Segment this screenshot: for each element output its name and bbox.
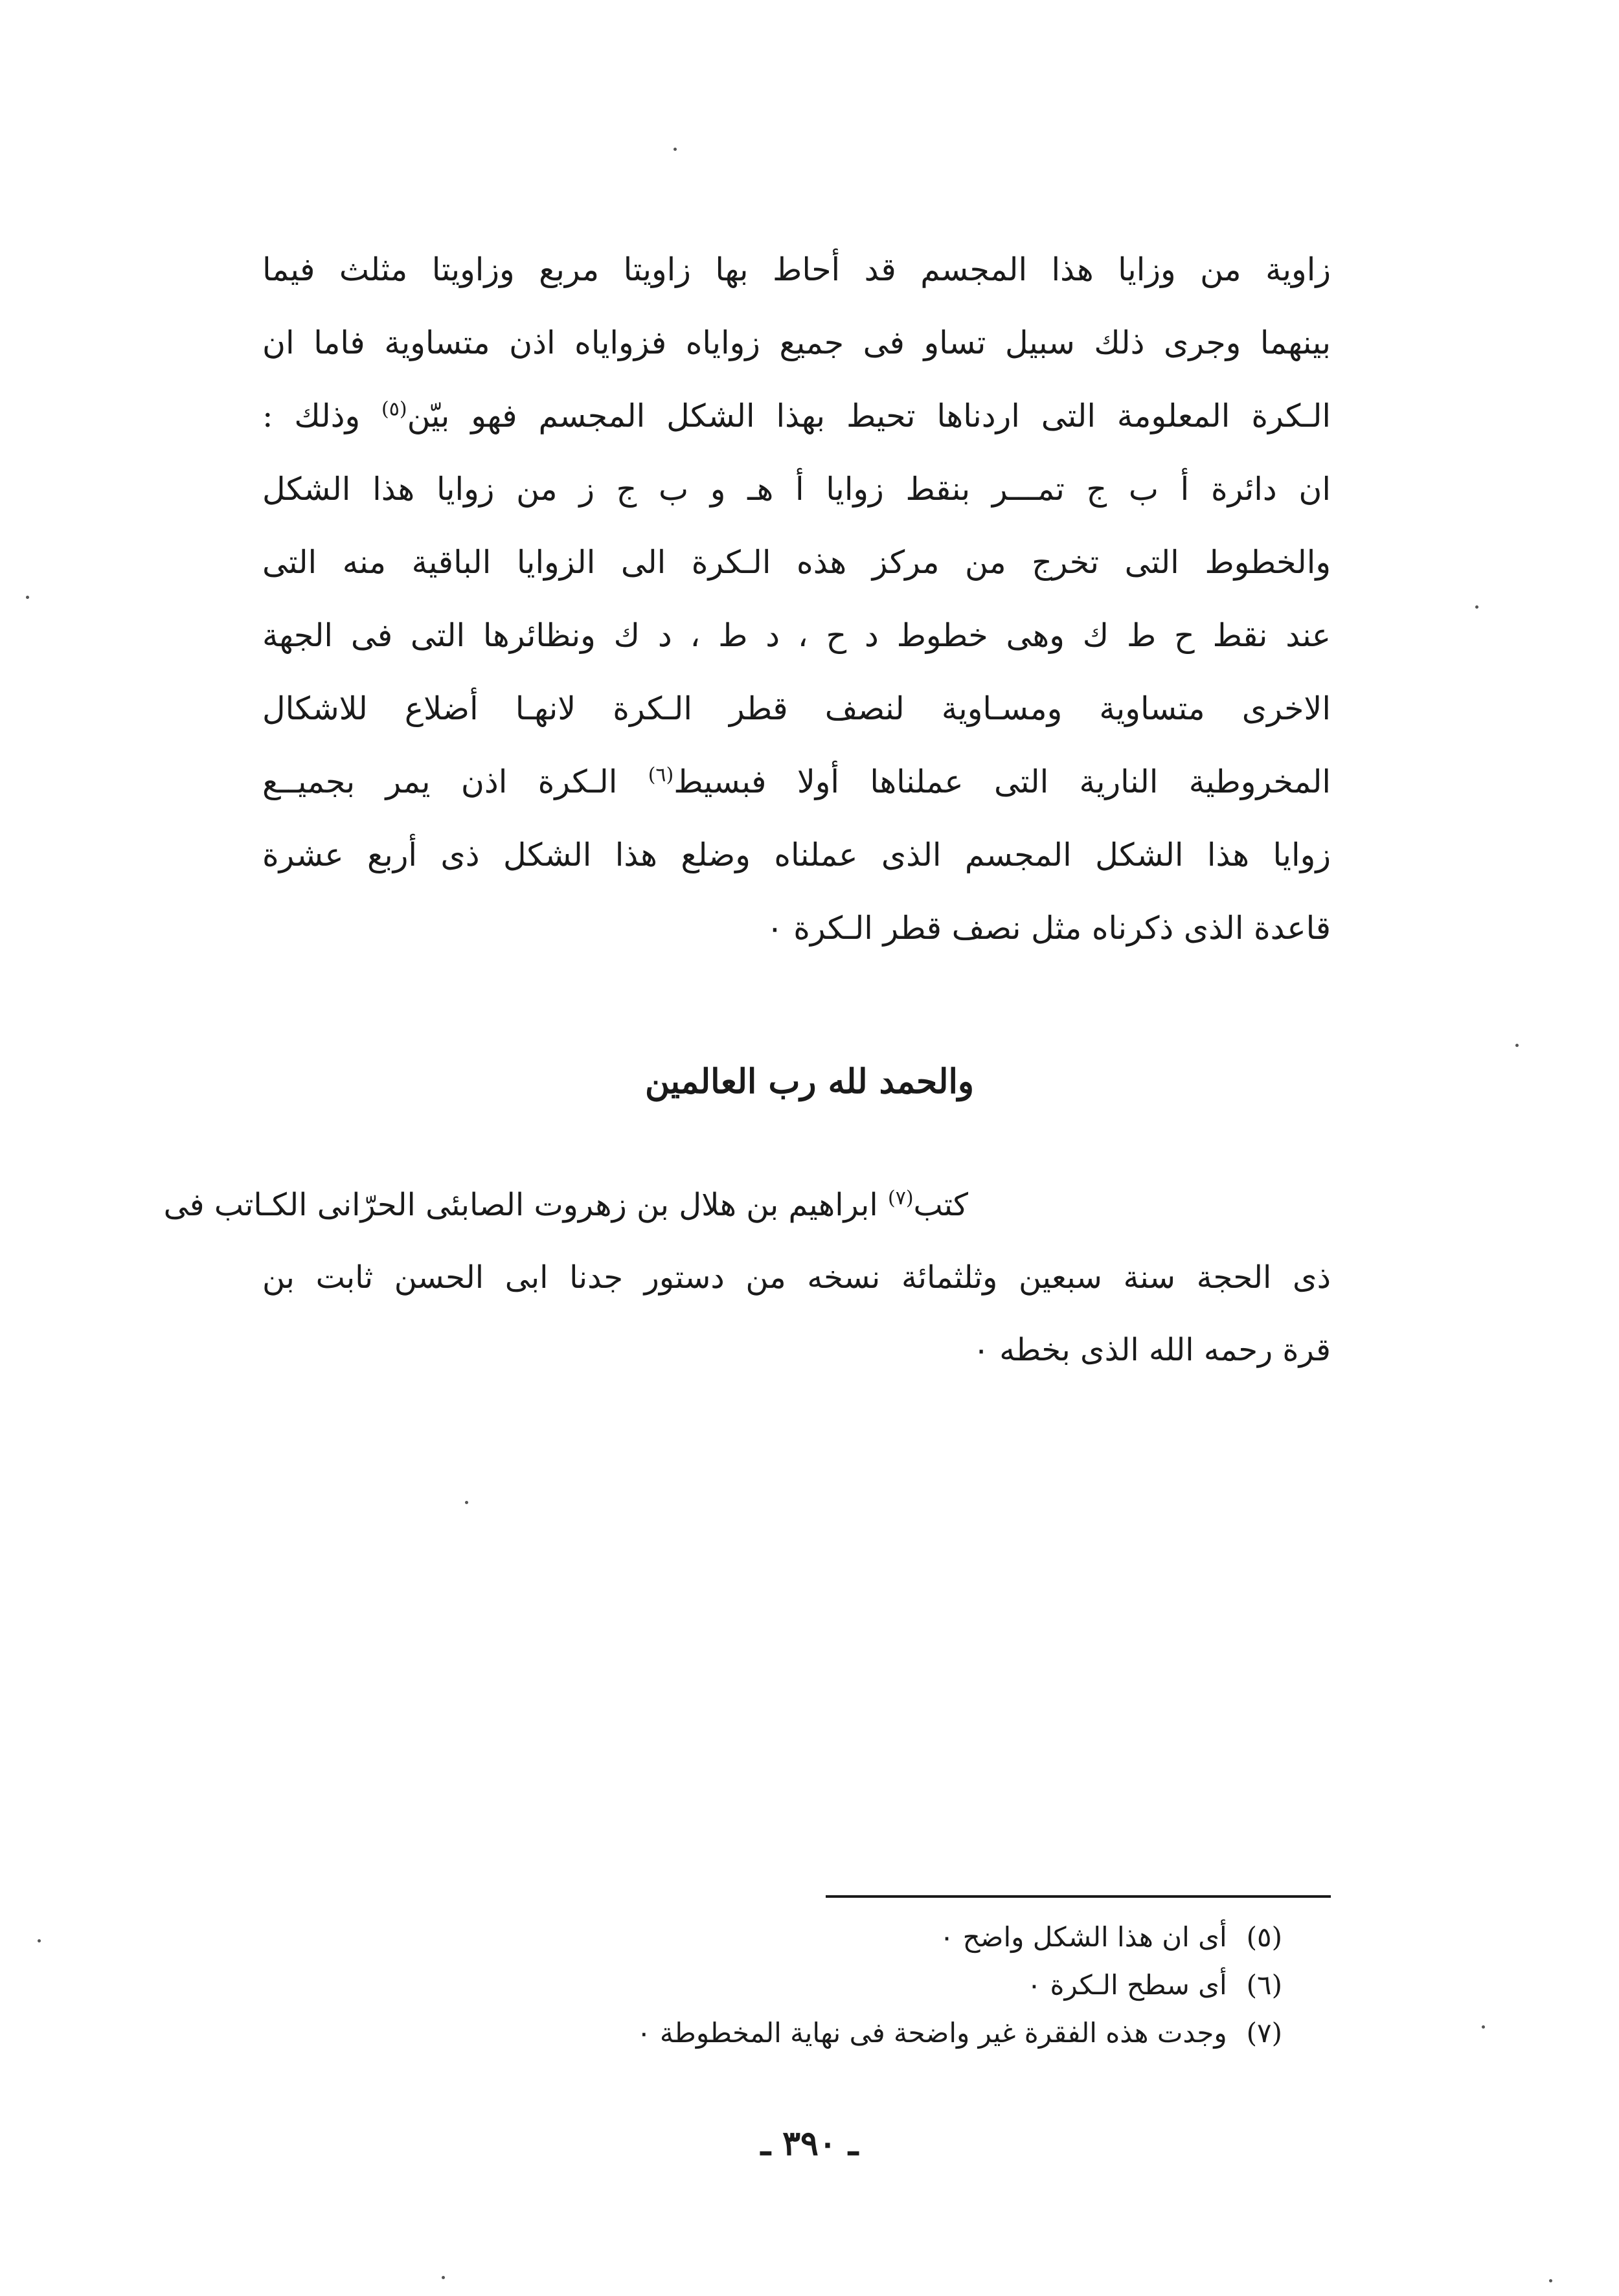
scan-speck <box>1515 1044 1519 1047</box>
footnote-number: (٦) <box>1246 1969 1282 2001</box>
footnote-6 <box>376 1961 1282 2009</box>
footnote-text: أى سطح الـكرة ٠ <box>1026 1969 1227 2001</box>
scan-speck <box>26 596 29 599</box>
colophon-line-1-head: كتب <box>913 1187 968 1223</box>
colophon-line-1 <box>163 1169 1331 1241</box>
scan-speck <box>1475 605 1478 609</box>
colophon-paragraph <box>163 1169 1331 1386</box>
closing-heading: والحمد لله رب العالمين <box>644 1062 975 1101</box>
footnote-ref-6: (٦) <box>648 763 674 787</box>
body-line-6: عند نقط ح ط ك وهى خطوط د ح ، د ط ، د ك ونظائرها التى فى الجهة <box>262 617 1331 654</box>
body-line-3-text: الـكرة المعلومة التى اردناها تحيط بهذا الشكل المجسم فهو بيّن <box>407 398 1331 434</box>
body-line-8-text: المخروطية النارية التى عملناها أولا فبسيط <box>674 763 1331 800</box>
footnote-number: (٥) <box>1246 1921 1282 1953</box>
footnote-5 <box>376 1913 1282 1961</box>
scan-speck <box>1482 2025 1485 2029</box>
colophon-line-1-tail: ابراهيم بن هلال بن زهروت الصابئى الحرّانى الكـاتب فى <box>163 1187 888 1223</box>
body-line-5: والخطوط التى تخرج من مركز هذه الـكرة الى الزوايا الباقية منه التى <box>262 544 1331 581</box>
body-line-8-tail: الـكرة اذن يمر بجميــع <box>262 763 648 800</box>
body-line-4: ان دائرة أ ب ج تمـــر بنقط زوايا أ هـ و ب ج ز من زوايا هذا الشكل <box>262 471 1331 508</box>
footnote-7 <box>376 2009 1282 2057</box>
footnote-ref-5: (٥) <box>381 398 407 421</box>
scan-speck <box>465 1501 468 1504</box>
footnote-number: (٧) <box>1246 2017 1282 2049</box>
scan-speck <box>38 1939 41 1942</box>
scan-speck <box>442 2276 445 2279</box>
body-line-8 <box>262 745 1331 818</box>
body-line-2: بينهما وجرى ذلك سبيل تساو فى جميع زواياه فزواياه اذن متساوية فاما ان <box>262 324 1331 361</box>
colophon-line-3: قرة رحمه الله الذى بخطه ٠ <box>973 1332 1331 1368</box>
body-line-9: زوايا هذا الشكل المجسم الذى عملناه وضلع هذا الشكل ذى أربع عشرة <box>262 837 1331 873</box>
page-number: ـ ٣٩٠ ـ <box>760 2124 859 2163</box>
footnote-ref-7: (٧) <box>887 1187 914 1210</box>
scan-speck <box>1549 2279 1552 2282</box>
footnotes <box>376 1913 1282 2057</box>
footnote-text: وجدت هذه الفقرة غير واضحة فى نهاية المخطوطة ٠ <box>636 2017 1227 2049</box>
footnote-text: أى ان هذا الشكل واضح ٠ <box>939 1921 1227 1953</box>
colophon-line-2: ذى الحجة سنة سبعين وثلثمائة نسخه من دستور جدنا ابى الحسن ثابت بن <box>262 1259 1331 1296</box>
body-line-7: الاخرى متساوية ومسـاوية لنصف قطر الـكرة لانهـا أضلاع للاشكال <box>262 690 1331 727</box>
body-paragraph <box>262 233 1331 965</box>
body-line-3 <box>262 379 1331 453</box>
body-line-3-tail: وذلك : <box>262 398 382 434</box>
body-line-1: زاوية من وزايا هذا المجسم قد أحاط بها زاويتا مربع وزاويتا مثلث فيما <box>262 251 1331 288</box>
footnote-separator <box>826 1895 1331 1898</box>
body-line-10: قاعدة الذى ذكرناه مثل نصف قطر الـكرة ٠ <box>766 910 1331 947</box>
scan-speck <box>674 148 677 151</box>
